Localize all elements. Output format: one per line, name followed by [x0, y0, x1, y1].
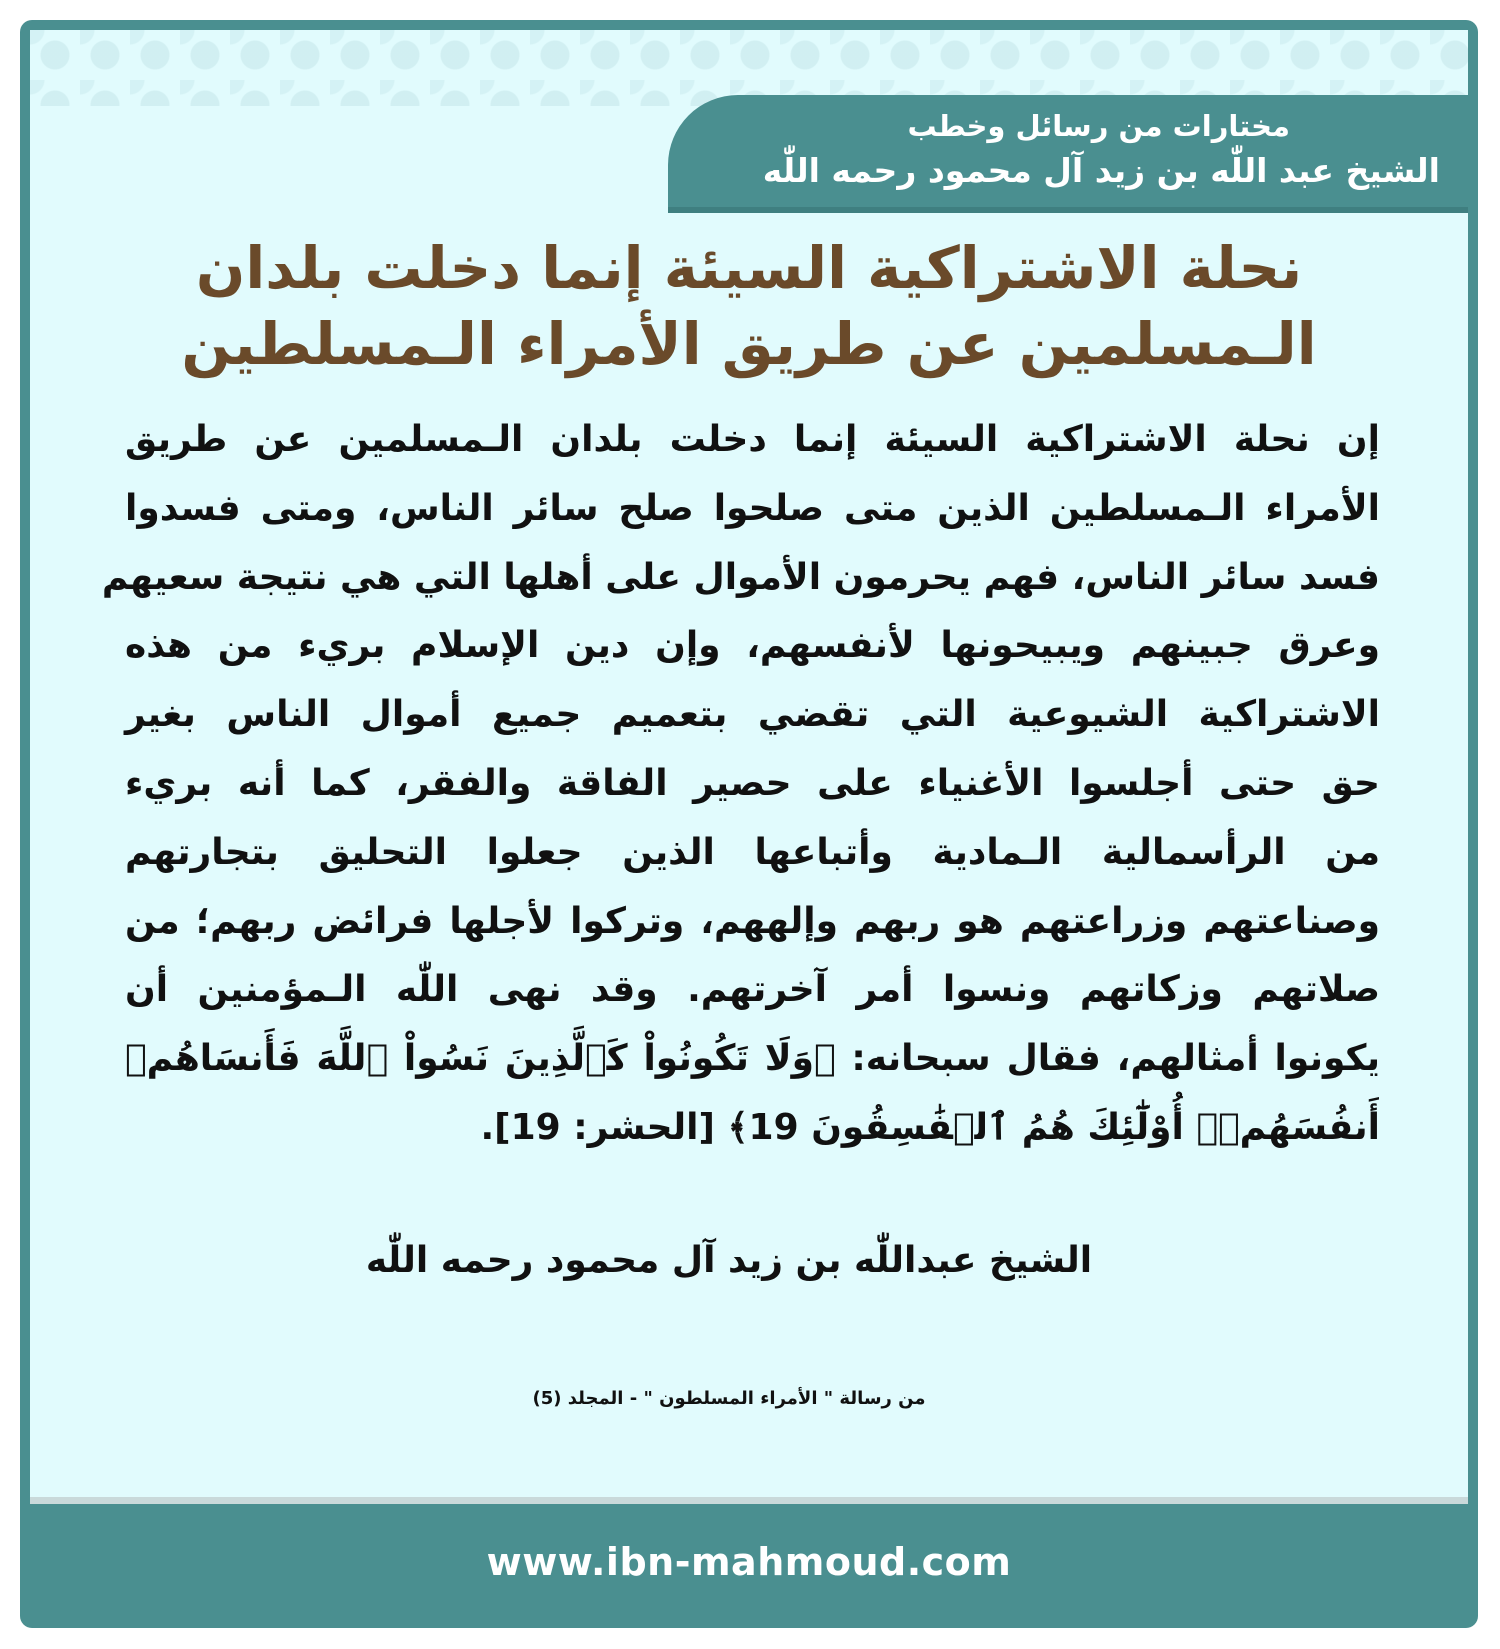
body-line: يكونوا أمثالهم، فقال سبحانه: ﴿وَلَا تَكُونُواْ كَٱلَّذِينَ نَسُواْ ٱللَّهَ فَأَنسَاهُمۡ	[125, 1038, 1380, 1080]
content-panel	[30, 30, 1468, 1504]
source-citation: من رسالة " الأمراء المسلطون " - المجلد (5)	[532, 1388, 926, 1409]
author-signature: الشيخ عبداللّٰه بن زيد آل محمود رحمه اللّٰه	[365, 1240, 1093, 1281]
card-frame	[20, 20, 1478, 1628]
body-line: أَنفُسَهُمۡۚ أُوْلَٰٓئِكَ هُمُ ٱلۡفَٰسِقُونَ 19﴾ [الحشر: 19].	[480, 1106, 1380, 1148]
body-line: من الرأسمالية الـمادية وأتباعها الذين جعلوا التحليق بتجارتهم	[125, 831, 1380, 873]
footer-divider	[30, 1497, 1468, 1504]
article-title-line-1: نحلة الاشتراكية السيئة إنما دخلت بلدان	[195, 234, 1303, 302]
body-line: الاشتراكية الشيوعية التي تقضي بتعميم جميع أموال الناس بغير	[125, 694, 1380, 736]
body-line: وصناعتهم وزراعتهم هو ربهم وإلههم، وتركوا لأجلها فرائض ربهم؛ من	[125, 900, 1380, 942]
header-author-name: الشيخ عبد اللّٰه بن زيد آل محمود رحمه اللّٰه	[762, 151, 1440, 190]
body-line: إن نحلة الاشتراكية السيئة إنما دخلت بلدان الـمسلمين عن طريق	[125, 419, 1380, 460]
body-line: حق حتى أجلسوا الأغنياء على حصير الفاقة والفقر، كما أنه بريء	[125, 762, 1380, 804]
article-title	[90, 230, 1408, 382]
header-series-title: مختارات من رسائل وخطب	[907, 109, 1290, 143]
body-line: وعرق جبينهم ويبيحونها لأنفسهم، وإن دين الإسلام بريء من هذه	[125, 625, 1380, 667]
body-line: صلاتهم وزكاتهم ونسوا أمر آخرتهم. وقد نهى اللّٰه الـمؤمنين أن	[125, 969, 1380, 1011]
article-title-line-2: الـمسلمين عن طريق الأمراء الـمسلطين	[181, 310, 1317, 378]
header-banner	[668, 95, 1468, 213]
website-link[interactable]: www.ibn-mahmoud.com	[486, 1540, 1012, 1584]
body-line: الأمراء الـمسلطين الذين متى صلحوا صلح سائر الناس، ومتى فسدوا	[125, 487, 1380, 529]
article-body	[101, 406, 1380, 1163]
body-line: فسد سائر الناس، فهم يحرمون الأموال على أهلها التي هي نتيجة سعيهم	[101, 556, 1380, 598]
